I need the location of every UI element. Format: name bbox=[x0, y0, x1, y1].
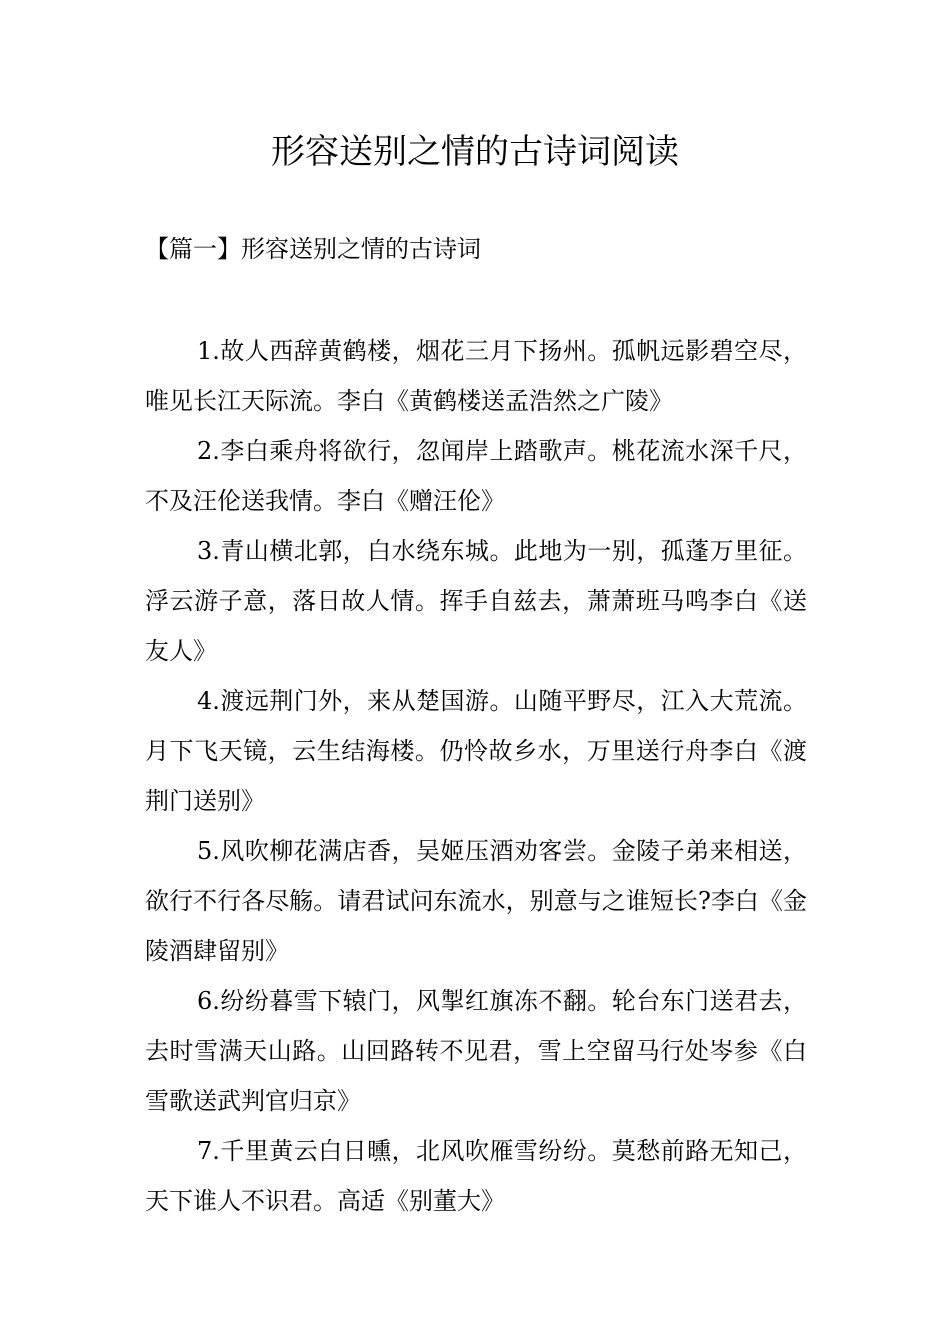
poem-item-5: 5.风吹柳花满店香，吴姬压酒劝客尝。金陵子弟来相送，欲行不行各尽觞。请君试问东流水，别意与之谁短长?李白《金陵酒肆留别》 bbox=[145, 837, 807, 965]
poem-list bbox=[145, 326, 807, 1226]
section-heading: 【篇一】形容送别之情的古诗词 bbox=[145, 235, 481, 263]
poem-item-6: 6.纷纷暮雪下辕门，风掣红旗冻不翻。轮台东门送君去，去时雪满天山路。山回路转不见君，雪上空留马行处岑参《白雪歌送武判官归京》 bbox=[145, 987, 807, 1115]
poem-item-2: 2.李白乘舟将欲行，忽闻岸上踏歌声。桃花流水深千尺，不及汪伦送我情。李白《赠汪伦》 bbox=[145, 437, 807, 515]
poem-item-1: 1.故人西辞黄鹤楼，烟花三月下扬州。孤帆远影碧空尽，唯见长江天际流。李白《黄鹤楼送孟浩然之广陵》 bbox=[145, 337, 807, 415]
document-title: 形容送别之情的古诗词阅读 bbox=[271, 132, 679, 172]
poem-item-3: 3.青山横北郭，白水绕东城。此地为一别，孤蓬万里征。浮云游子意，落日故人情。挥手自兹去，萧萧班马鸣李白《送友人》 bbox=[145, 537, 807, 665]
poem-item-7: 7.千里黄云白日曛，北风吹雁雪纷纷。莫愁前路无知己，天下谁人不识君。高适《别董大》 bbox=[145, 1137, 807, 1215]
poem-item-4: 4.渡远荆门外，来从楚国游。山随平野尽，江入大荒流。月下飞天镜，云生结海楼。仍怜故乡水，万里送行舟李白《渡荆门送别》 bbox=[145, 687, 807, 815]
